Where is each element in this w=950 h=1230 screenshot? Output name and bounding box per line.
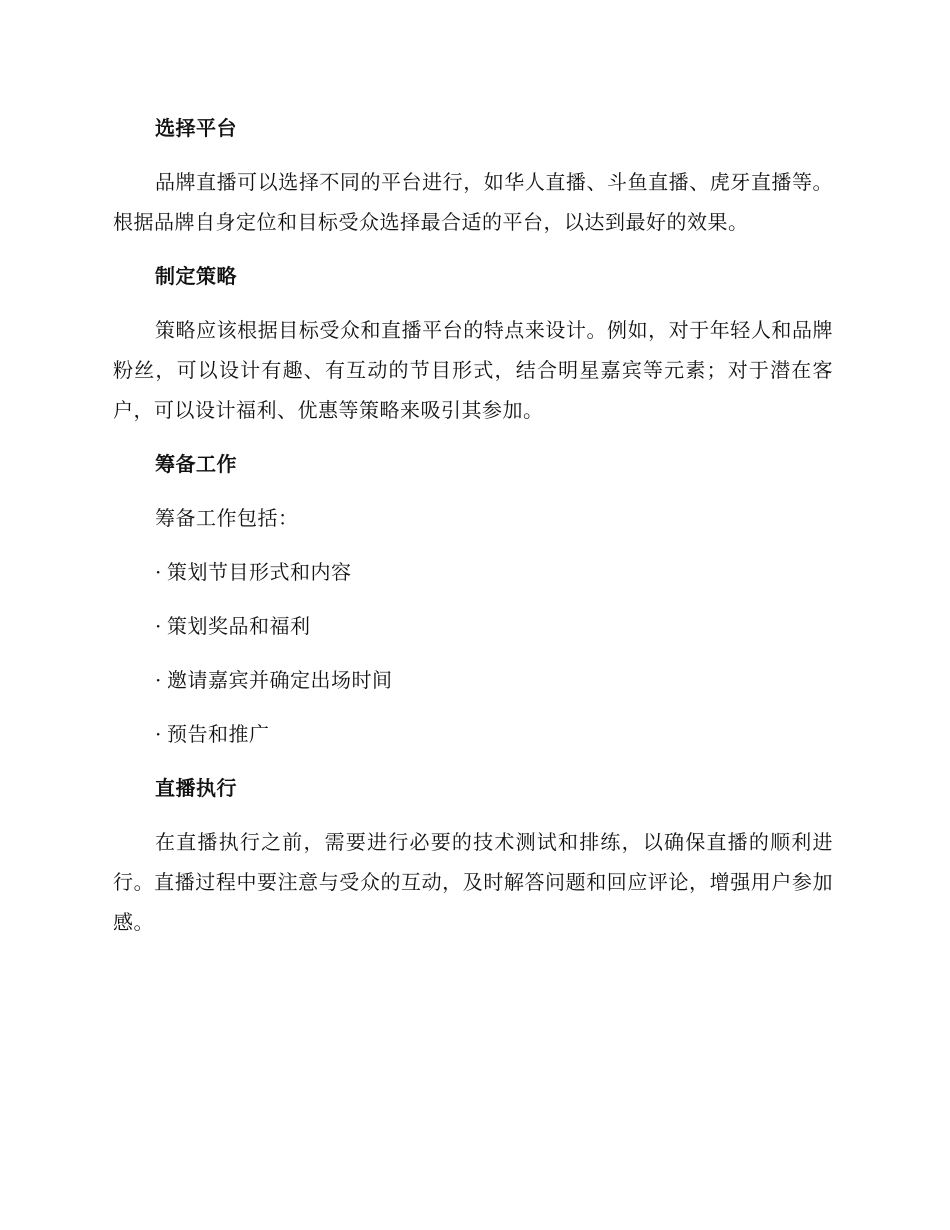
- list-item-text: 邀请嘉宾并确定出场时间: [167, 668, 393, 692]
- section-heading-strategy: 制定策略: [155, 264, 237, 288]
- bullet-icon: ·: [155, 668, 162, 692]
- section-paragraph-strategy: 策略应该根据目标受众和直播平台的特点来设计。例如，对于年轻人和品牌粉丝，可以设计有趣、有互动的节目形式，结合明星嘉宾等元素；对于潜在客户，可以设计福利、优惠等策略来吸引其参加。: [113, 318, 833, 422]
- bullet-icon: ·: [155, 614, 162, 638]
- section-heading-preparation: 筹备工作: [155, 452, 237, 476]
- list-item: [113, 660, 833, 700]
- list-item-text: 策划节目形式和内容: [167, 560, 352, 584]
- section-heading-execution: 直播执行: [155, 776, 237, 800]
- preparation-intro: 筹备工作包括：: [155, 506, 299, 530]
- section-heading-platform: 选择平台: [155, 116, 237, 140]
- section-paragraph-execution: 在直播执行之前，需要进行必要的技术测试和排练，以确保直播的顺利进行。直播过程中要注意与受众的互动，及时解答问题和回应评论，增强用户参加感。: [113, 830, 833, 934]
- document-body: [113, 108, 833, 956]
- list-item: [113, 606, 833, 646]
- bullet-icon: ·: [155, 722, 162, 746]
- bullet-icon: ·: [155, 560, 162, 584]
- list-item: [113, 714, 833, 754]
- list-item-text: 策划奖品和福利: [167, 614, 311, 638]
- section-paragraph-platform: 品牌直播可以选择不同的平台进行，如华人直播、斗鱼直播、虎牙直播等。根据品牌自身定位和目标受众选择最合适的平台，以达到最好的效果。: [113, 170, 833, 234]
- list-item-text: 预告和推广: [167, 722, 270, 746]
- list-item: [113, 552, 833, 592]
